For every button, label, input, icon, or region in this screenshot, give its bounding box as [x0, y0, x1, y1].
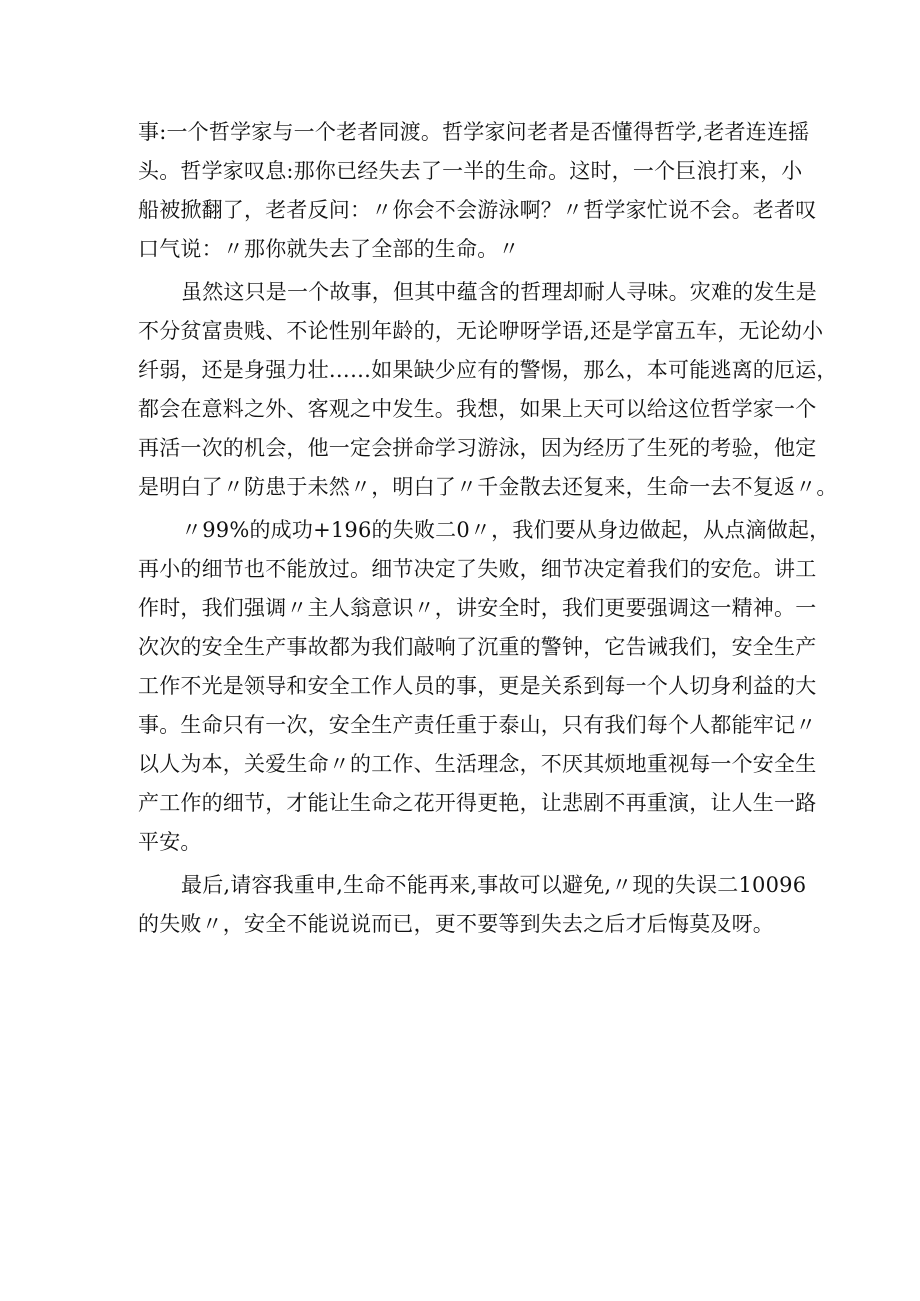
text-line: 作时，我们强调〃主人翁意识〃，讲安全时，我们更要强调这一精神。一: [138, 596, 817, 620]
text-line: 船被掀翻了，老者反问：〃你会不会游泳啊？〃哲学家忙说不会。老者叹: [138, 198, 817, 222]
paragraph-3: [138, 511, 831, 862]
text-line: 产工作的细节，才能让生命之花开得更艳，让悲剧不再重演，让人生一路: [138, 791, 817, 815]
text-line: 不分贫富贵贱、不论性别年龄的，无论咿呀学语,还是学富五车，无论幼小: [138, 319, 824, 343]
text-line: 头。哲学家叹息:那你已经失去了一半的生命。这时，一个巨浪打来，小: [138, 159, 803, 183]
text-line: 最后,请容我重申,生命不能再来,事故可以避免,〃现的失误二10096: [181, 873, 807, 897]
text-line: 〃99%的成功+196的失败二0〃，我们要从身边做起，从点滴做起，: [181, 518, 831, 542]
text-line: 事:一个哲学家与一个老者同渡。哲学家问老者是否懂得哲学,老者连连摇: [138, 120, 810, 144]
text-line: 平安。: [138, 830, 202, 854]
text-line: 工作不光是领导和安全工作人员的事，更是关系到每一个人切身利益的大: [138, 674, 817, 698]
paragraph-2: [138, 273, 838, 507]
text-line: 的失败〃，安全不能说说而已，更不要等到失去之后才后悔莫及呀。: [138, 912, 774, 936]
paragraph-1: [138, 113, 817, 269]
text-line: 口气说：〃那你就失去了全部的生命。〃: [138, 237, 520, 261]
text-line: 再活一次的机会，他一定会拼命学习游泳，因为经历了生死的考验，他定: [138, 436, 817, 460]
text-line: 次次的安全生产事故都为我们敲响了沉重的警钟，它告诫我们，安全生产: [138, 635, 817, 659]
paragraph-4: [138, 866, 807, 944]
text-line: 再小的细节也不能放过。细节决定了失败，细节决定着我们的安危。讲工: [138, 557, 817, 581]
text-line: 事。生命只有一次，安全生产责任重于泰山，只有我们每个人都能牢记〃: [138, 713, 817, 737]
text-line: 都会在意料之外、客观之中发生。我想，如果上天可以给这位哲学家一个: [138, 397, 817, 421]
text-line: 纤弱，还是身强力壮……如果缺少应有的警惕，那么，本可能逃离的厄运，: [138, 358, 838, 382]
document-body: [138, 113, 838, 948]
text-line: 以人为本，关爱生命〃的工作、生活理念，不厌其烦地重视每一个安全生: [138, 752, 817, 776]
text-line: 虽然这只是一个故事，但其中蕴含的哲理却耐人寻味。灾难的发生是: [181, 280, 817, 304]
text-line: 是明白了〃防患于未然〃，明白了〃千金散去还复来，生命一去不复返〃。: [138, 475, 838, 499]
